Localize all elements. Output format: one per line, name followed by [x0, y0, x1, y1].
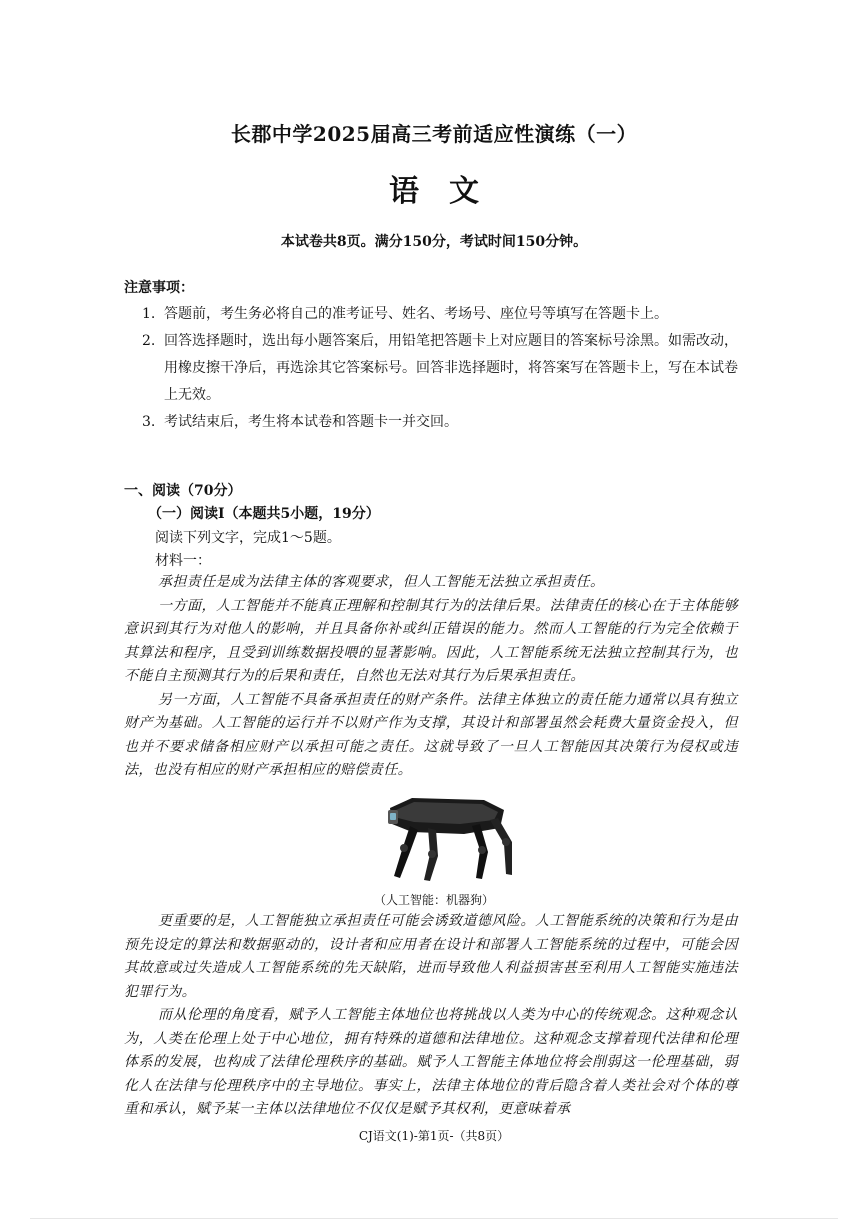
- exam-title: 长郡中学2025届高三考前适应性演练（一）: [230, 122, 638, 146]
- section-title: 一、阅读（70分）: [124, 483, 242, 499]
- page-bottom-divider: [30, 1218, 838, 1219]
- notice-text: 考试结束后，考生将本试卷和答题卡一并交回。: [164, 414, 458, 430]
- notice-text: 回答选择题时，选出每小题答案后，用铅笔把答题卡上对应题目的答案标号涂黑。如需改动，用橡皮擦干净后，再选涂其它答案标号。回答非选择题时，将答案写在答题卡上，写在本试卷上无效。: [164, 333, 738, 403]
- notice-item: [124, 409, 742, 436]
- notice-item: [124, 328, 742, 409]
- subject-title: 语文: [389, 174, 509, 209]
- paragraph: 更重要的是，人工智能独立承担责任可能会诱致道德风险。人工智能系统的决策和行为是由预先设定的算法和数据驱动的，设计者和应用者在设计和部署人工智能系统的过程中，可能会因其故意或过失造成人工智能系统的先天缺陷，进而导致他人利益损害甚至利用人工智能实施违法犯罪行为。: [124, 913, 738, 1000]
- notice-number: 2.: [142, 333, 156, 349]
- material-text-part2: [124, 910, 738, 1122]
- notice-list: [124, 301, 742, 436]
- reading-instruction: 阅读下列文字，完成1～5题。: [155, 530, 341, 546]
- notice-text: 答题前，考生务必将自己的准考证号、姓名、考场号、座位号等填写在答题卡上。: [164, 306, 668, 322]
- paragraph: 另一方面，人工智能不具备承担责任的财产条件。法律主体独立的责任能力通常以具有独立财产为基础。人工智能的运行并不以财产作为支撑，其设计和部署虽然会耗费大量资金投入，但也并不要求储备相应财产以承担可能之责任。这就导致了一旦人工智能因其决策行为侵权或违法，也没有相应的财产承担相应的赔偿责任。: [124, 691, 738, 778]
- material-text-part1: [124, 571, 738, 783]
- paragraph: 承担责任是成为法律主体的客观要求，但人工智能无法独立承担责任。: [158, 574, 605, 590]
- notice-item: [124, 301, 742, 328]
- page-footer: CJ语文(1)-第1页-（共8页）: [358, 1129, 510, 1143]
- paragraph: 而从伦理的角度看，赋予人工智能主体地位也将挑战以人类为中心的传统观念。这种观念认为，人类在伦理上处于中心地位，拥有特殊的道德和法律地位。这种观念支撑着现代法律和伦理体系的发展，也构成了法律伦理秩序的基础。赋予人工智能主体地位将会削弱这一伦理基础，弱化人在法律与伦理秩序中的主导地位。事实上，法律主体地位的背后隐含着人类社会对个体的尊重和承认，赋予某一主体以法律地位不仅仅是赋予其权利，更意味着承: [124, 1007, 738, 1117]
- figure-caption: （人工智能：机器狗）: [373, 893, 494, 907]
- notice-heading: 注意事项：: [124, 280, 194, 296]
- notice-number: 1.: [142, 306, 156, 322]
- paragraph: 一方面，人工智能并不能真正理解和控制其行为的法律后果。法律责任的核心在于主体能够意识到其行为对他人的影响，并且具备你补或纠正错误的能力。然而人工智能的行为完全依赖于其算法和程序，且受到训练数据投喂的显著影响。因此，人工智能系统无法独立控制其行为，也不能自主预测其行为的后果和责任，自然也无法对其行为后果承担责任。: [124, 597, 738, 684]
- material-label: 材料一：: [155, 553, 211, 569]
- exam-info: 本试卷共8页。满分150分，考试时间150分钟。: [280, 234, 588, 250]
- notice-number: 3.: [142, 414, 156, 430]
- robot-dog-image: [372, 780, 522, 890]
- subsection-title: （一）阅读Ⅰ（本题共5小题，19分）: [148, 506, 380, 522]
